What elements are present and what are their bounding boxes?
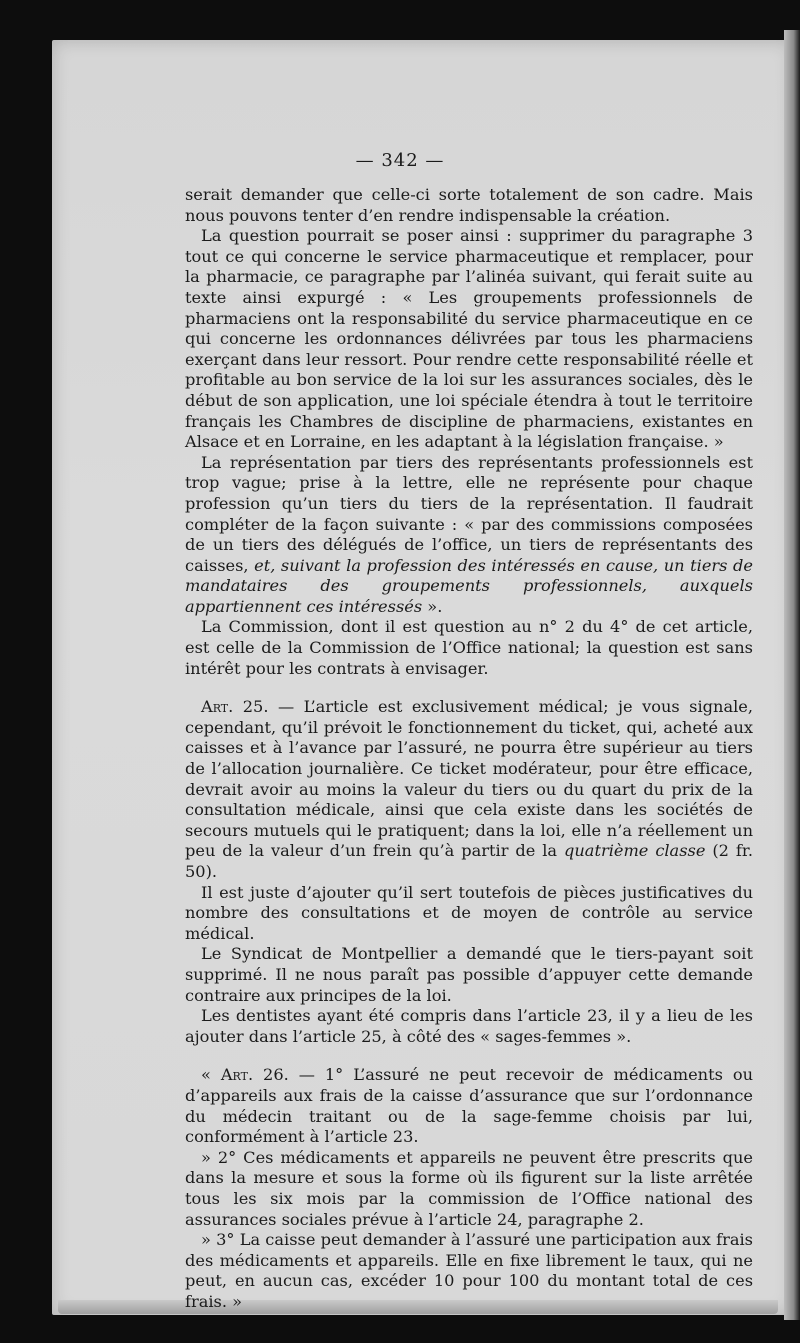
paragraph-representation-start: La représentation par tiers des représentants professionnels est trop vague; prise à la lettre, elle ne représente pour chaque profession qu’un tiers du tiers de la représentation. Il faudrait compléter de la façon suivante : « par des commissions composées de un tiers des délégués de l’office, un tiers de représentants des caisses, [185, 452, 753, 575]
paragraph-article-26-item-2: » 2° Ces médicaments et appareils ne peuvent être prescrits que dans la mesure et sous la forme où ils figurent sur la liste arrêtée tous les six mois par la commission de l’Office national des assurances sociales prévue à l’article 24, paragraphe 2. [185, 1147, 753, 1229]
paragraph-representation-italic: et, suivant la profession des intéressés en cause, un tiers de mandataires des groupements professionnels, auxquels appartiennent ces intéressés [185, 555, 753, 616]
paragraph-dentistes: Les dentistes ayant été compris dans l’article 23, il y a lieu de les ajouter dans l’article 25, à côté des « sages-femmes ». [185, 1006, 753, 1046]
paragraph-article-26-item-3: » 3° La caisse peut demander à l’assuré une participation aux frais des médicaments et appareils. Elle en fixe librement le taux, qui ne peut, en aucun cas, excéder 10 pour 100 du montant total de ces frais. » [185, 1230, 753, 1311]
article-25-label: Art. 25. [201, 697, 269, 717]
paragraph-commission: La Commission, dont il est question au n° 2 du 4° de cet article, est celle de la Commission de l’Office national; la question est sans intérêt pour les contrats à envisager. [185, 617, 753, 678]
page-edge-right [784, 30, 800, 1320]
paragraph-representation [185, 453, 753, 618]
paragraph-syndicat-montpellier: Le Syndicat de Montpellier a demandé que le tiers-payant soit supprimé. Il ne nous paraît pas possible d’appuyer cette demande contraire aux principes de la loi. [185, 944, 753, 1005]
paragraph-article-26 [185, 1065, 753, 1147]
article-26-label: Art. 26. [220, 1065, 289, 1085]
article-25-end: (2 fr. 50). [185, 841, 754, 881]
paragraph-article-25 [185, 697, 753, 882]
paragraph-justification: Il est juste d’ajouter qu’il sert toutefois de pièces justificatives du nombre des consultations et de moyen de contrôle au service médical. [185, 882, 753, 943]
article-25-start: — L’article est exclusivement médical; je vous signale, cependant, qu’il prévoit le fonctionnement du ticket, qui, acheté aux caisses et à l’avance par l’assuré, ne pourra être supérieur au tiers de l’allocation journalière. Ce ticket modérateur, pour être efficace, devrait avoir au moins la valeur du tiers ou du quart du prix de la consultation médicale, ainsi que cela existe dans les sociétés de secours mutuels qui le pratiquent; dans la loi, elle n’a réellement un peu de la valeur d’un frein qu’à partir de la [185, 697, 753, 861]
page-number: — 342 — [355, 150, 445, 171]
paragraph-continuation: serait demander que celle-ci sorte totalement de son cadre. Mais nous pouvons tenter d’en rendre indispensable la création. [185, 185, 753, 225]
body-text [185, 185, 753, 1312]
paragraph-representation-end: ». [422, 596, 443, 616]
article-26-open-quote: « [201, 1065, 221, 1085]
article-26-rest: — 1° L’assuré ne peut recevoir de médicaments ou d’appareils aux frais de la caisse d’assurance que sur l’ordonnance du médecin traitant ou de la sage-femme choisis par lui, conformément à l’article 23. [185, 1065, 753, 1147]
article-25-italic: quatrième classe [564, 841, 706, 861]
paragraph-pharmacy-question: La question pourrait se poser ainsi : supprimer du paragraphe 3 tout ce qui concerne le service pharmaceutique et remplacer, pour la pharmacie, ce paragraphe par l’alinéa suivant, qui ferait suite au texte ainsi expurgé : « Les groupements professionnels de pharmaciens ont la responsabilité du service pharmaceutique en ce qui concerne les ordonnances délivrées par tous les pharmaciens exerçant dans leur ressort. Pour rendre cette responsabilité réelle et profitable au bon service de la loi sur les assurances sociales, dès le début de son application, une loi spéciale étendra à tout le territoire français les Chambres de discipline de pharmaciens, existantes en Alsace et en Lorraine, en les adaptant à la législation française. » [185, 226, 753, 452]
